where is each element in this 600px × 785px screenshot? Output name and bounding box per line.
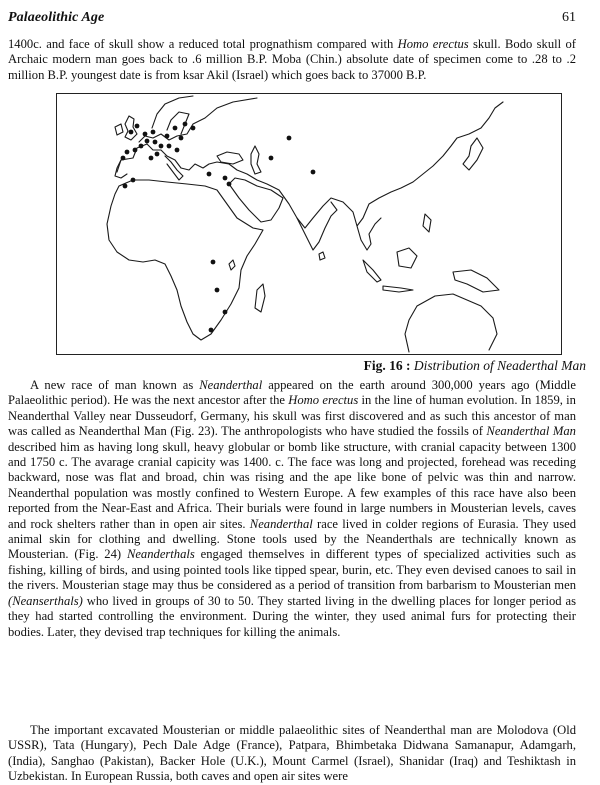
site-marker [215,288,220,293]
site-marker [145,139,150,144]
figure-label: Fig. 16 : [363,358,411,373]
philippines-outline [423,214,431,232]
page-number: 61 [562,10,576,25]
main-text-7: who lived in groups of 30 to 50. They started living in the dwelling places for longer period as they had started controlling the environment. During the winter, they used animal furs for protecting their bodies. Later, they devised trap techniques for killing the animals. [8,593,576,639]
borneo-outline [397,248,417,268]
main-emphasis-3: Neanderthal Man [486,424,576,439]
mediterranean-north-coast [115,160,127,178]
running-title: Palaeolithic Age [8,10,105,25]
black-sea-outline [217,152,243,164]
figure-title: Distribution of Neaderthal Man [413,358,586,373]
site-marker [143,132,148,137]
sites-paragraph: The important excavated Mousterian or middle palaeolithic sites of Neanderthal man are Molodova (Old USSR), Tata (Hungary), Pech Dale Adge (France), Patpara, Bhimbetaka Didwana Samanapur, Adamgarh, (India), Sanghao (Pakistan), Backer Hole (U.K.), Mount Carmel (Israel), Shanidar (Iraq) and Teshiktash in Uzbekistan. In European Russia, both caves and open air sites were [8,723,576,784]
main-text-4: described him as having long skull, heavy globular or bomb like structure, with cranial capacity between 1300 and 1750 c. The avarage cranial capicity was 1400. c. The face was long and projected, forehead was receding backward, nose was flat and broad, chin was rising and the ape like bone of pelvic was thin and narrow. Neanderthal population was mostly confined to Western Europe. A few examples of this race have also been reported from the Near-East and Africa. Their burials were found in large numbers in Mousterian levels, caves and rock shelters rather than in open air sites. [8,439,576,531]
sri-lanka-outline [319,252,325,260]
distribution-map [56,93,562,355]
site-marker [139,144,144,149]
java-outline [383,286,413,292]
main-text-3: in the line of human evolution. In 1859, in Neanderthal Valley near Dusseudorf, Germany, his skull was first discovered and as such this ancestor of man was called as Neanderthal Man (Fig. 23). The anthropologists who have studied the fossils of [8,393,576,439]
southeast-asia-outline [357,218,381,250]
main-emphasis-2: Homo erectus [288,393,359,408]
main-text-2: appeared on the earth around 300,000 years ago (Middle Palaeolithic period). He was the next ancestor after the [8,378,576,408]
lake-outline [229,260,235,270]
main-emphasis-1: Neanderthal [199,378,263,392]
intro-emphasis-1: Homo erectus [397,37,469,51]
site-marker [269,156,274,161]
site-marker [149,156,154,161]
site-marker [165,134,170,139]
site-marker [121,156,126,161]
site-marker [179,136,184,141]
japan-outline [463,138,483,170]
site-marker [175,148,180,153]
site-markers [121,122,316,333]
site-marker [151,130,156,135]
site-marker [155,152,160,157]
main-emphasis-6: (Neanserthals) [8,593,83,608]
intro-paragraph [8,37,576,83]
caspian-outline [251,146,261,174]
site-marker [125,150,130,155]
madagascar-outline [255,284,265,312]
site-marker [183,122,188,127]
site-marker [211,260,216,265]
british-isles-outline [125,116,137,140]
main-text-6: engaged themselves in different types of specialized activities such as fishing, killing of birds, and using pointed tools like tipped spear, burin, etc. They even devised canoes to sail in the rivers. Mousterian stage may thus be considered as a period of transition from barbarism to Mousterian men [8,547,576,593]
site-marker [159,144,164,149]
page-header [8,10,576,32]
site-marker [133,148,138,153]
new-guinea-outline [453,270,499,292]
site-marker [227,182,232,187]
sumatra-outline [363,260,381,282]
main-emphasis-4: Neanderthal [249,516,313,531]
site-marker [129,130,134,135]
intro-text-1: 1400c. and face of skull show a reduced total prognathism compared with [8,37,398,51]
arabia-outline [229,178,283,222]
africa-outline [107,180,263,340]
site-marker [135,124,140,129]
site-marker [191,126,196,131]
site-marker [209,328,214,333]
figure-caption [364,358,586,374]
site-marker [287,136,292,141]
intro-text-2: skull. Bodo skull of Archaic modern man goes back to .6 million B.P. Moba (Chin.) absolute date of specimen come to .28 to .2 million B.P. youngest date is from ksar Akil (Israel) which goes back to 37000 B.P. [8,37,576,82]
main-text-1: A new race of man known as [30,378,200,392]
eurasia-outline [117,98,503,228]
ireland-outline [115,124,123,135]
site-marker [167,144,172,149]
world-outline-map [57,94,561,354]
site-marker [223,310,228,315]
site-marker [153,140,158,145]
site-marker [131,178,136,183]
australia-outline [405,294,497,352]
main-paragraph [8,378,576,640]
site-marker [123,184,128,189]
main-emphasis-5: Neanderthals [126,547,195,562]
site-marker [173,126,178,131]
site-marker [223,176,228,181]
site-marker [311,170,316,175]
site-marker [207,172,212,177]
scandinavia-outline [152,96,193,134]
main-text-5: race lived in colder regions of Eurasia. They used animal skin for clothing and dwelling. Stone tools used by the Neanderthals are technically known as Mousterian. (Fig. 24) [8,516,576,562]
